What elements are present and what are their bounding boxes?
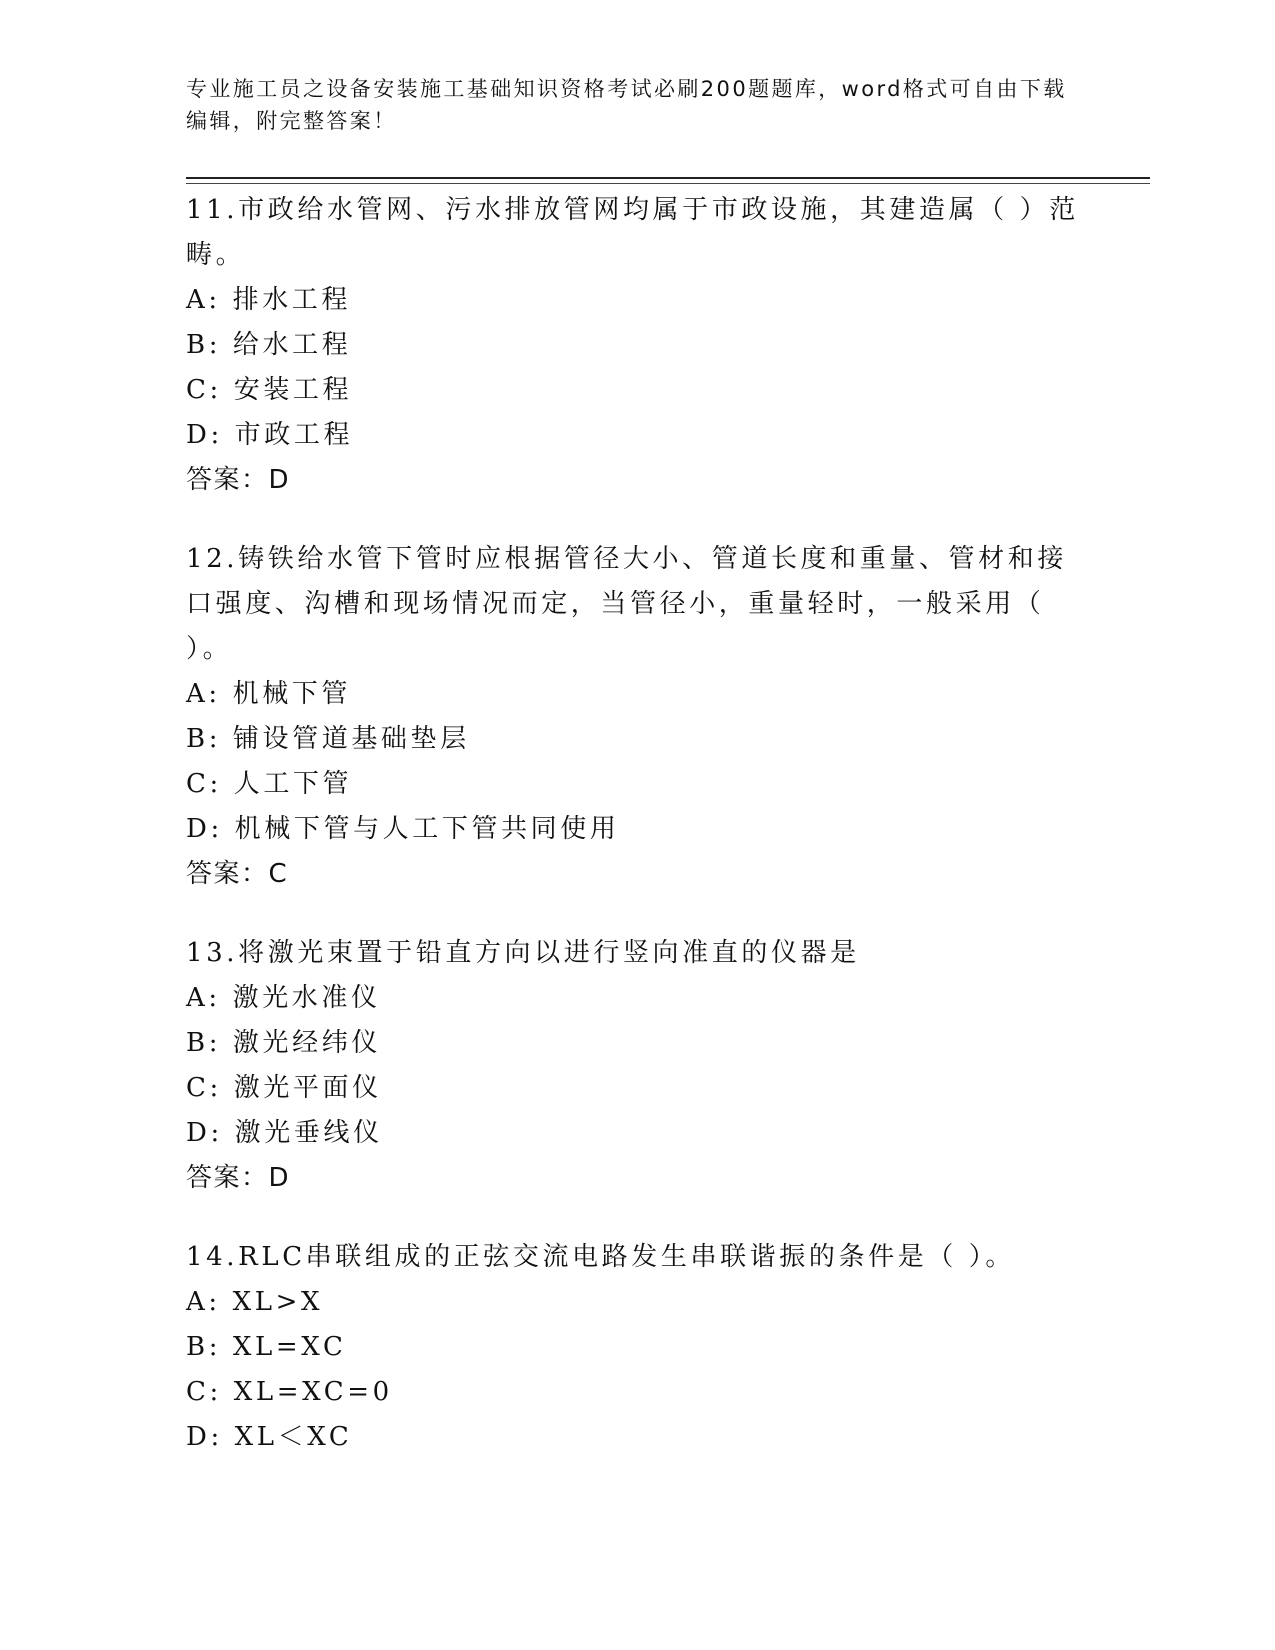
- question-stem: 12.铸铁给水管下管时应根据管径大小、管道长度和重量、管材和接口强度、沟槽和现场情况而定，当管径小，重量轻时，一般采用（ ）。: [186, 544, 1067, 664]
- option-b: B: 激光经纬仪: [186, 1028, 381, 1058]
- option-a: A: 激光水准仪: [186, 983, 381, 1013]
- question-stem: 14.RLC串联组成的正弦交流电路发生串联谐振的条件是（ ）。: [186, 1242, 1015, 1272]
- question-14: [186, 1235, 1086, 1460]
- option-b: B: 给水工程: [186, 330, 352, 360]
- question-stem: 11.市政给水管网、污水排放管网均属于市政设施，其建造属（ ）范畴。: [186, 195, 1079, 270]
- question-12: [186, 537, 1086, 897]
- option-c: C: 激光平面仪: [186, 1073, 382, 1103]
- option-c: C: XL=XC=0: [186, 1377, 393, 1407]
- option-a: A: 机械下管: [186, 679, 352, 709]
- question-11: [186, 188, 1086, 503]
- question-list: [186, 188, 1086, 1494]
- option-d: D: 市政工程: [186, 420, 354, 450]
- option-a: A: 排水工程: [186, 285, 352, 315]
- option-b: B: XL=XC: [186, 1332, 347, 1362]
- option-c: C: 安装工程: [186, 375, 353, 405]
- header-divider-thin: [186, 183, 1150, 184]
- option-b: B: 铺设管道基础垫层: [186, 724, 470, 754]
- question-stem: 13.将激光束置于铅直方向以进行竖向准直的仪器是: [186, 938, 860, 968]
- option-a: A: XL>X: [186, 1287, 324, 1317]
- answer-line: 答案：D: [186, 465, 291, 495]
- option-d: D: 机械下管与人工下管共同使用: [186, 814, 620, 844]
- option-c: C: 人工下管: [186, 769, 353, 799]
- document-header: 专业施工员之设备安装施工基础知识资格考试必刷200题题库，word格式可自由下载编辑，附完整答案！: [186, 77, 1067, 133]
- answer-line: 答案：C: [186, 859, 289, 889]
- header-divider-thick: [186, 177, 1150, 179]
- option-d: D: XL＜XC: [186, 1422, 353, 1452]
- answer-line: 答案：D: [186, 1163, 291, 1193]
- question-13: [186, 931, 1086, 1201]
- option-d: D: 激光垂线仪: [186, 1118, 383, 1148]
